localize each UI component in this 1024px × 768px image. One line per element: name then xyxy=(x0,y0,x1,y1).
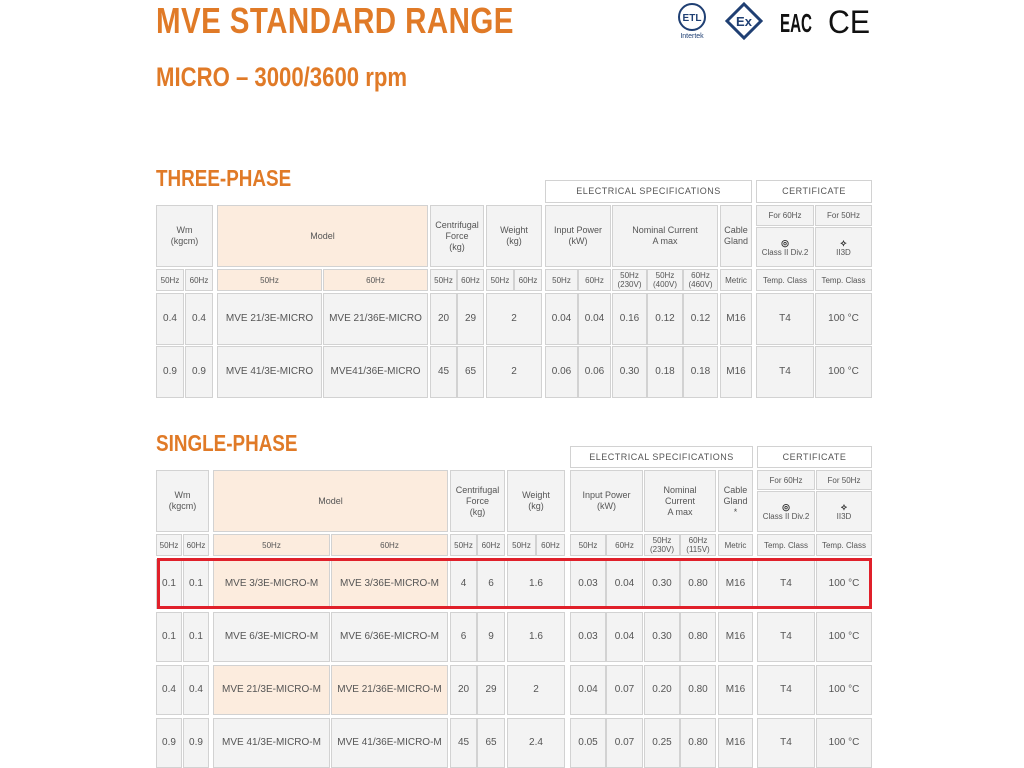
cert-60hz-cell: T4 xyxy=(756,293,814,345)
eac-text: EAC xyxy=(780,8,813,38)
weight-cell: 1.6 xyxy=(507,559,565,609)
weight-50hz-subheader: 50Hz xyxy=(486,269,514,291)
wm-60hz-subheader: 60Hz xyxy=(185,269,213,291)
ip-60hz-cell: 0.07 xyxy=(606,665,643,715)
model-60hz-subheader: 60Hz xyxy=(331,534,448,556)
page-title: MVE STANDARD RANGE xyxy=(156,0,514,41)
ip-50hz-cell: 0.04 xyxy=(545,293,578,345)
model-50hz-cell: MVE 21/3E-MICRO-M xyxy=(213,665,330,715)
wm-60hz-subheader: 60Hz xyxy=(183,534,209,556)
weight-50hz-subheader: 50Hz xyxy=(507,534,536,556)
cf-60hz-cell: 29 xyxy=(477,665,505,715)
etl-icon: ◎ xyxy=(781,237,789,248)
cf-60hz-cell: 65 xyxy=(477,718,505,768)
cert-50hz-cell: 100 °C xyxy=(815,293,872,345)
ip-50hz-cell: 0.03 xyxy=(570,559,606,609)
cf-50hz-cell: 6 xyxy=(450,612,477,662)
weight-cell: 2 xyxy=(507,665,565,715)
weight-cell: 2 xyxy=(486,346,542,398)
temp-class-60-subheader: Temp. Class xyxy=(757,534,815,556)
wm-60hz-cell: 0.4 xyxy=(183,665,209,715)
class-ii-div2-cert xyxy=(756,227,814,267)
ip-60hz-subheader: 60Hz xyxy=(578,269,611,291)
gland-cell: M16 xyxy=(718,665,753,715)
cert-50hz-cell: 100 °C xyxy=(816,665,872,715)
svg-text:Ex: Ex xyxy=(736,14,752,29)
nc-2-cell: 0.12 xyxy=(647,293,683,345)
ip-50hz-cell: 0.04 xyxy=(570,665,606,715)
nc-2-cell: 0.80 xyxy=(680,559,716,609)
nc-50hz-230v-subheader: 50Hz (230V) xyxy=(644,534,680,556)
for-50hz-header: For 50Hz xyxy=(816,470,872,490)
certificate-header: CERTIFICATE xyxy=(756,180,872,203)
cable-gland-header: Cable Gland * xyxy=(718,470,753,532)
input-power-header: Input Power (kW) xyxy=(545,205,611,267)
ce-text: CE xyxy=(828,4,870,40)
ii3d-label: II3D xyxy=(836,512,852,521)
wm-50hz-cell: 0.1 xyxy=(156,559,182,609)
three-phase-title: THREE-PHASE xyxy=(156,165,292,191)
wm-50hz-cell: 0.9 xyxy=(156,346,184,398)
nc-3-cell: 0.18 xyxy=(683,346,718,398)
model-50hz-cell: MVE 41/3E-MICRO xyxy=(217,346,322,398)
wm-60hz-cell: 0.1 xyxy=(183,559,209,609)
ex-icon: ⟡ xyxy=(841,502,847,512)
nc-1-cell: 0.30 xyxy=(644,612,680,662)
cert-60hz-cell: T4 xyxy=(756,346,814,398)
nc-60hz-115v-subheader: 60Hz (115V) xyxy=(680,534,716,556)
wm-50hz-cell: 0.1 xyxy=(156,612,182,662)
cf-50hz-cell: 45 xyxy=(430,346,457,398)
weight-60hz-subheader: 60Hz xyxy=(514,269,542,291)
model-50hz-cell: MVE 6/3E-MICRO-M xyxy=(213,612,330,662)
centrifugal-force-header: Centrifugal Force (kg) xyxy=(430,205,484,267)
temp-class-60-subheader: Temp. Class xyxy=(756,269,814,291)
model-60hz-cell: MVE 21/36E-MICRO xyxy=(323,293,428,345)
single-phase-title: SINGLE-PHASE xyxy=(156,430,298,456)
ip-60hz-cell: 0.04 xyxy=(606,612,643,662)
model-60hz-cell: MVE 41/36E-MICRO-M xyxy=(331,718,448,768)
cf-60hz-cell: 6 xyxy=(477,559,505,609)
centrifugal-force-header: Centrifugal Force (kg) xyxy=(450,470,505,532)
cert-60hz-cell: T4 xyxy=(757,718,815,768)
cert-50hz-cell: 100 °C xyxy=(815,346,872,398)
ip-50hz-cell: 0.03 xyxy=(570,612,606,662)
nc-50hz-230v-subheader: 50Hz (230V) xyxy=(612,269,647,291)
nc-2-cell: 0.80 xyxy=(680,612,716,662)
cf-50hz-cell: 20 xyxy=(430,293,457,345)
nc-50hz-400v-subheader: 50Hz (400V) xyxy=(647,269,683,291)
model-60hz-cell: MVE 6/36E-MICRO-M xyxy=(331,612,448,662)
model-50hz-cell: MVE 41/3E-MICRO-M xyxy=(213,718,330,768)
for-60hz-header: For 60Hz xyxy=(757,470,815,490)
weight-cell: 1.6 xyxy=(507,612,565,662)
temp-class-50-subheader: Temp. Class xyxy=(815,269,872,291)
cf-50hz-subheader: 50Hz xyxy=(430,269,457,291)
wm-60hz-cell: 0.1 xyxy=(183,612,209,662)
cert-50hz-cell: 100 °C xyxy=(816,559,872,609)
ip-50hz-subheader: 50Hz xyxy=(545,269,578,291)
wm-50hz-subheader: 50Hz xyxy=(156,269,184,291)
weight-header: Weight (kg) xyxy=(486,205,542,267)
class-ii-div2-label: Class II Div.2 xyxy=(762,512,810,521)
temp-class-50-subheader: Temp. Class xyxy=(816,534,872,556)
model-header: Model xyxy=(213,470,448,532)
intertek-text: Intertek xyxy=(680,33,704,40)
model-60hz-cell: MVE41/36E-MICRO xyxy=(323,346,428,398)
eac-logo-icon xyxy=(778,2,814,40)
electrical-specifications-header: ELECTRICAL SPECIFICATIONS xyxy=(545,180,752,203)
svg-text:ETL: ETL xyxy=(682,13,702,24)
certificate-header: CERTIFICATE xyxy=(757,446,872,468)
weight-cell: 2.4 xyxy=(507,718,565,768)
model-60hz-subheader: 60Hz xyxy=(323,269,428,291)
for-50hz-header: For 50Hz xyxy=(815,205,872,226)
wm-50hz-cell: 0.4 xyxy=(156,665,182,715)
gland-metric-subheader: Metric xyxy=(718,534,753,556)
nc-1-cell: 0.25 xyxy=(644,718,680,768)
gland-cell: M16 xyxy=(718,612,753,662)
wm-50hz-cell: 0.9 xyxy=(156,718,182,768)
nc-60hz-460v-subheader: 60Hz (460V) xyxy=(683,269,718,291)
cert-60hz-cell: T4 xyxy=(757,665,815,715)
for-60hz-header: For 60Hz xyxy=(756,205,814,226)
weight-60hz-subheader: 60Hz xyxy=(536,534,565,556)
wm-60hz-cell: 0.9 xyxy=(183,718,209,768)
atex-ex-logo-icon xyxy=(724,2,764,40)
intertek-etl-logo-icon xyxy=(674,2,710,40)
gland-cell: M16 xyxy=(718,718,753,768)
gland-cell: M16 xyxy=(720,346,752,398)
wm-50hz-cell: 0.4 xyxy=(156,293,184,345)
cf-50hz-cell: 45 xyxy=(450,718,477,768)
ip-60hz-subheader: 60Hz xyxy=(606,534,643,556)
gland-metric-subheader: Metric xyxy=(720,269,752,291)
nc-3-cell: 0.12 xyxy=(683,293,718,345)
ii3d-label: II3D xyxy=(836,247,851,257)
ii3d-cert xyxy=(816,491,872,532)
cf-60hz-cell: 65 xyxy=(457,346,484,398)
class-ii-div2-label: Class II Div.2 xyxy=(761,247,809,257)
model-60hz-cell: MVE 3/36E-MICRO-M xyxy=(331,559,448,609)
gland-cell: M16 xyxy=(718,559,753,609)
wm-50hz-subheader: 50Hz xyxy=(156,534,182,556)
cert-60hz-cell: T4 xyxy=(757,559,815,609)
ip-60hz-cell: 0.06 xyxy=(578,346,611,398)
cf-60hz-cell: 29 xyxy=(457,293,484,345)
nc-1-cell: 0.16 xyxy=(612,293,647,345)
wm-60hz-cell: 0.9 xyxy=(185,346,213,398)
ip-60hz-cell: 0.04 xyxy=(578,293,611,345)
nc-1-cell: 0.20 xyxy=(644,665,680,715)
nc-2-cell: 0.80 xyxy=(680,665,716,715)
ip-60hz-cell: 0.07 xyxy=(606,718,643,768)
model-50hz-subheader: 50Hz xyxy=(213,534,330,556)
ce-logo-icon xyxy=(826,2,872,40)
cf-60hz-subheader: 60Hz xyxy=(477,534,505,556)
nominal-current-header: Nominal Current A max xyxy=(612,205,718,267)
cert-50hz-cell: 100 °C xyxy=(816,612,872,662)
wm-header: Wm (kgcm) xyxy=(156,470,209,532)
nc-1-cell: 0.30 xyxy=(612,346,647,398)
cf-60hz-subheader: 60Hz xyxy=(457,269,484,291)
nc-2-cell: 0.80 xyxy=(680,718,716,768)
model-50hz-cell: MVE 3/3E-MICRO-M xyxy=(213,559,330,609)
weight-header: Weight (kg) xyxy=(507,470,565,532)
cert-60hz-cell: T4 xyxy=(757,612,815,662)
nominal-current-header: Nominal Current A max xyxy=(644,470,716,532)
etl-icon: ◎ xyxy=(782,502,790,512)
class-ii-div2-cert xyxy=(757,491,815,532)
wm-header: Wm (kgcm) xyxy=(156,205,213,267)
input-power-header: Input Power (kW) xyxy=(570,470,643,532)
cable-gland-header: Cable Gland xyxy=(720,205,752,267)
nc-1-cell: 0.30 xyxy=(644,559,680,609)
certification-logos xyxy=(674,2,874,42)
cf-60hz-cell: 9 xyxy=(477,612,505,662)
page-subtitle: MICRO – 3000/3600 rpm xyxy=(156,62,408,92)
ex-icon: ⟡ xyxy=(840,237,847,248)
model-60hz-cell: MVE 21/36E-MICRO-M xyxy=(331,665,448,715)
ii3d-cert xyxy=(815,227,872,267)
cf-50hz-cell: 20 xyxy=(450,665,477,715)
ip-50hz-cell: 0.06 xyxy=(545,346,578,398)
ip-50hz-subheader: 50Hz xyxy=(570,534,606,556)
weight-cell: 2 xyxy=(486,293,542,345)
model-50hz-cell: MVE 21/3E-MICRO xyxy=(217,293,322,345)
ip-60hz-cell: 0.04 xyxy=(606,559,643,609)
wm-60hz-cell: 0.4 xyxy=(185,293,213,345)
electrical-specifications-header: ELECTRICAL SPECIFICATIONS xyxy=(570,446,753,468)
cf-50hz-subheader: 50Hz xyxy=(450,534,477,556)
model-header: Model xyxy=(217,205,428,267)
cf-50hz-cell: 4 xyxy=(450,559,477,609)
ip-50hz-cell: 0.05 xyxy=(570,718,606,768)
cert-50hz-cell: 100 °C xyxy=(816,718,872,768)
gland-cell: M16 xyxy=(720,293,752,345)
model-50hz-subheader: 50Hz xyxy=(217,269,322,291)
nc-2-cell: 0.18 xyxy=(647,346,683,398)
